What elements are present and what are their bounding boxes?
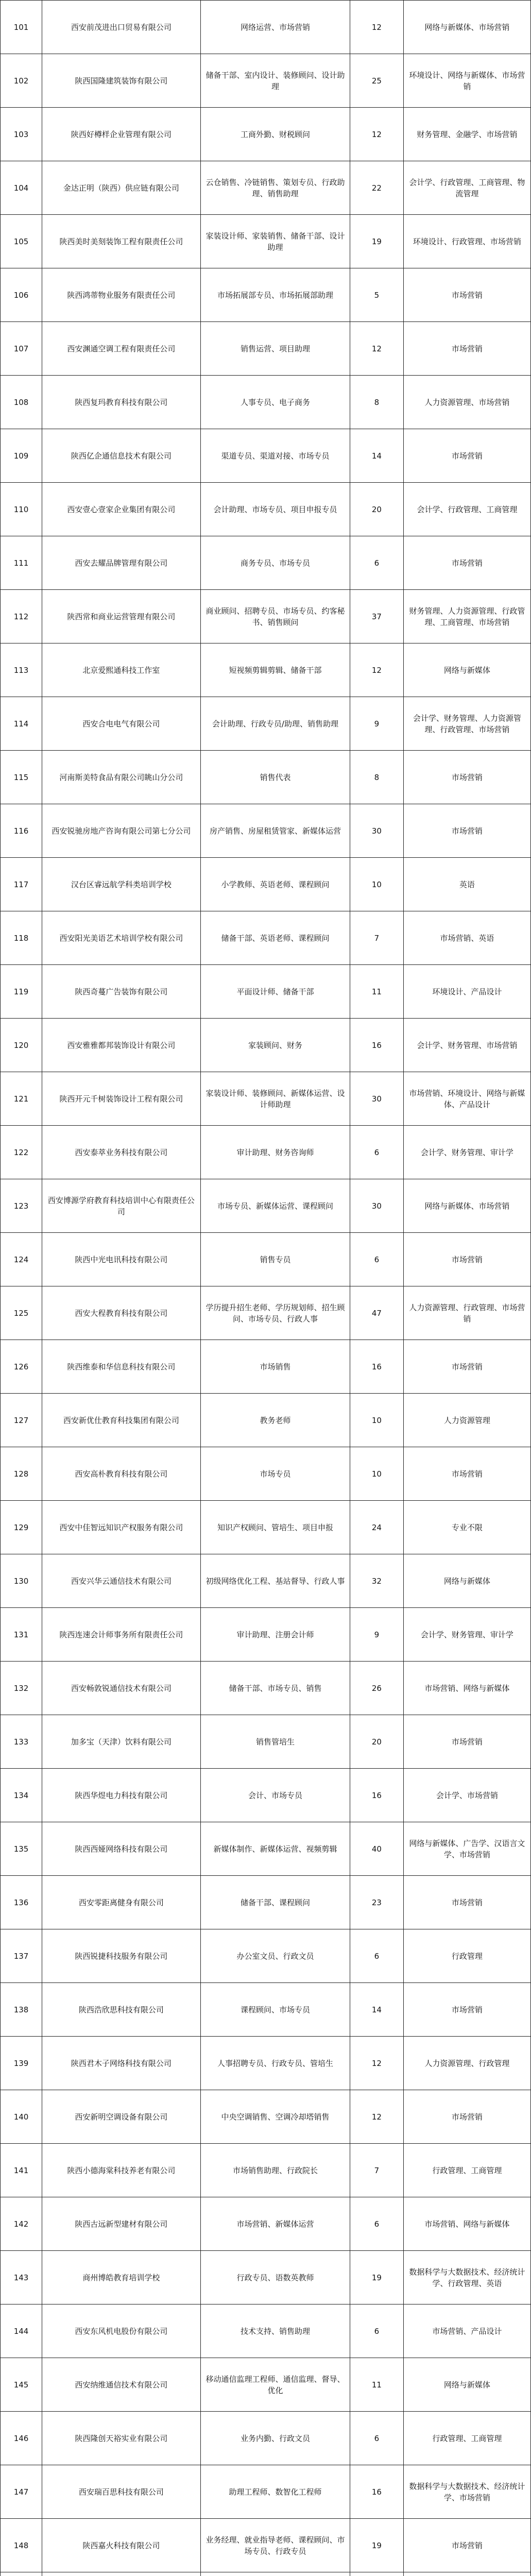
table-row bbox=[1, 1769, 531, 1822]
job-positions-cell: 家装顾问、财务 bbox=[200, 1019, 350, 1072]
required-majors-cell: 市场营销 bbox=[403, 268, 530, 322]
company-name-cell: 西安瑞百思科技有限公司 bbox=[42, 2465, 201, 2519]
row-number-cell: 117 bbox=[1, 858, 42, 911]
hiring-count-cell: 10 bbox=[350, 858, 404, 911]
required-majors-cell: 行政管理 bbox=[403, 1929, 530, 1983]
hiring-count-cell: 6 bbox=[350, 536, 404, 590]
company-name-cell: 陕西隆创天裕实业有限公司 bbox=[42, 2412, 201, 2465]
required-majors-cell: 网络与新媒体 bbox=[403, 643, 530, 697]
hiring-count-cell: 9 bbox=[350, 697, 404, 751]
job-positions-cell: 商业顾问、招聘专员、市场专员、约客秘书、销售顾问 bbox=[200, 590, 350, 643]
company-name-cell: 加多宝（天津）饮料有限公司 bbox=[42, 1715, 201, 1769]
hiring-count-cell: 16 bbox=[350, 1340, 404, 1394]
table-row bbox=[1, 1822, 531, 1876]
company-name-cell: 西安博源学府教育科技培训中心有限责任公司 bbox=[42, 1179, 201, 1233]
company-name-cell: 陕西常和商业运营管理有限公司 bbox=[42, 590, 201, 643]
hiring-count-cell: 10 bbox=[350, 1394, 404, 1447]
required-majors-cell: 会计学、市场营销 bbox=[403, 1769, 530, 1822]
row-number-cell: 104 bbox=[1, 161, 42, 215]
job-positions-cell: 办公室文员、行政文员 bbox=[200, 1929, 350, 1983]
job-positions-cell: 人事专员、电子商务 bbox=[200, 376, 350, 429]
hiring-count-cell: 11 bbox=[350, 965, 404, 1019]
table-row bbox=[1, 1715, 531, 1769]
required-majors-cell: 市场营销 bbox=[403, 2090, 530, 2144]
hiring-count-cell: 16 bbox=[350, 1769, 404, 1822]
job-positions-cell: 储备干部、课程顾问 bbox=[200, 1876, 350, 1929]
job-positions-cell: 助理工程师、数智化工程师 bbox=[200, 2465, 350, 2519]
job-positions-cell: 储备干部、室内设计、装修顾问、设计助理 bbox=[200, 54, 350, 108]
job-positions-cell: 会计助理、市场专员、项目申报专员 bbox=[200, 483, 350, 536]
hiring-count-cell: 16 bbox=[350, 2465, 404, 2519]
company-name-cell: 西安东风机电股份有限公司 bbox=[42, 2304, 201, 2358]
row-number-cell: 115 bbox=[1, 751, 42, 804]
job-positions-cell: 市场营销、新媒体运营 bbox=[200, 2197, 350, 2251]
job-positions-cell: 短视频剪辑剪辑、储备干部 bbox=[200, 643, 350, 697]
company-name-cell: 陕西美时美刻装饰工程有限责任公司 bbox=[42, 215, 201, 268]
hiring-count-cell: 20 bbox=[350, 483, 404, 536]
required-majors-cell: 人力资源管理 bbox=[403, 1394, 530, 1447]
company-name-cell: 西安零距离健身有限公司 bbox=[42, 1876, 201, 1929]
table-row bbox=[1, 1340, 531, 1394]
row-number-cell: 114 bbox=[1, 697, 42, 751]
job-positions-cell: 储备干部、市场专员、销售 bbox=[200, 1662, 350, 1715]
required-majors-cell: 会计学、行政管理、工商管理 bbox=[403, 483, 530, 536]
table-row bbox=[1, 1501, 531, 1554]
company-name-cell: 陕西华煜电力科技有限公司 bbox=[42, 1769, 201, 1822]
company-name-cell: 西安合电电气有限公司 bbox=[42, 697, 201, 751]
company-name-cell: 陕西维泰和华信息科技有限公司 bbox=[42, 1340, 201, 1394]
job-positions-cell: 初级网络优化工程、基站督导、行政人事 bbox=[200, 1554, 350, 1608]
row-number-cell: 112 bbox=[1, 590, 42, 643]
row-number-cell: 141 bbox=[1, 2144, 42, 2197]
table-row bbox=[1, 1233, 531, 1286]
table-body bbox=[1, 1, 531, 2576]
company-name-cell: 陕西古远新型建材有限公司 bbox=[42, 2197, 201, 2251]
row-number-cell: 129 bbox=[1, 1501, 42, 1554]
table-row bbox=[1, 2304, 531, 2358]
row-number-cell: 110 bbox=[1, 483, 42, 536]
required-majors-cell: 财务管理、金融学、市场营销 bbox=[403, 108, 530, 161]
table-row bbox=[1, 376, 531, 429]
company-name-cell: 汉台区睿远航学科类培训学校 bbox=[42, 858, 201, 911]
required-majors-cell: 数据科学与大数据技术、经济统计学、市场营销 bbox=[403, 2465, 530, 2519]
hiring-count-cell: 11 bbox=[350, 2358, 404, 2412]
row-number-cell: 113 bbox=[1, 643, 42, 697]
row-number-cell: 128 bbox=[1, 1447, 42, 1501]
table-row bbox=[1, 751, 531, 804]
hiring-count-cell: 19 bbox=[350, 2251, 404, 2304]
job-positions-cell: 网络运营、市场营销 bbox=[200, 1, 350, 54]
row-number-cell: 131 bbox=[1, 1608, 42, 1662]
row-number-cell: 118 bbox=[1, 911, 42, 965]
company-name-cell bbox=[42, 2572, 201, 2576]
row-number-cell: 111 bbox=[1, 536, 42, 590]
job-positions-cell: 学历提升招生老师、学历规划师、招生顾问、市场专员、行政人事 bbox=[200, 1286, 350, 1340]
hiring-count-cell: 6 bbox=[350, 2197, 404, 2251]
company-name-cell: 陕西西娅网络科技有限公司 bbox=[42, 1822, 201, 1876]
table-row bbox=[1, 2090, 531, 2144]
row-number-cell: 143 bbox=[1, 2251, 42, 2304]
hiring-count-cell: 14 bbox=[350, 1983, 404, 2037]
table-row bbox=[1, 965, 531, 1019]
company-name-cell: 北京爱熙通科技工作室 bbox=[42, 643, 201, 697]
required-majors-cell: 市场营销 bbox=[403, 1233, 530, 1286]
table-row bbox=[1, 2144, 531, 2197]
job-positions-cell: 课程顾问、市场专员 bbox=[200, 1983, 350, 2037]
row-number-cell: 138 bbox=[1, 1983, 42, 2037]
hiring-count-cell: 30 bbox=[350, 804, 404, 858]
row-number-cell: 137 bbox=[1, 1929, 42, 1983]
table-row bbox=[1, 590, 531, 643]
table-row bbox=[1, 2358, 531, 2412]
table-row bbox=[1, 54, 531, 108]
required-majors-cell: 财务管理、人力资源管理、行政管理、工商管理、市场营销 bbox=[403, 590, 530, 643]
job-positions-cell: 知识产权顾问、管培生、项目申报 bbox=[200, 1501, 350, 1554]
required-majors-cell: 人力资源管理、行政管理、市场营销 bbox=[403, 1286, 530, 1340]
required-majors-cell: 市场营销 bbox=[403, 1983, 530, 2037]
hiring-count-cell: 19 bbox=[350, 2519, 404, 2572]
required-majors-cell: 市场营销、网络与新媒体 bbox=[403, 2197, 530, 2251]
hiring-count-cell: 6 bbox=[350, 1233, 404, 1286]
job-positions-cell: 中央空调销售、空调冷却塔销售 bbox=[200, 2090, 350, 2144]
hiring-count-cell: 9 bbox=[350, 1608, 404, 1662]
company-name-cell: 西安泰萃业务科技有限公司 bbox=[42, 1126, 201, 1179]
company-name-cell: 陕西君木子网络科技有限公司 bbox=[42, 2037, 201, 2090]
row-number-cell: 120 bbox=[1, 1019, 42, 1072]
company-name-cell: 河南斯美特食品有限公司眺山分公司 bbox=[42, 751, 201, 804]
required-majors-cell: 英语 bbox=[403, 858, 530, 911]
required-majors-cell: 会计学、财务管理、审计学 bbox=[403, 1126, 530, 1179]
row-number-cell: 132 bbox=[1, 1662, 42, 1715]
company-name-cell: 西安大程教育科技有限公司 bbox=[42, 1286, 201, 1340]
table-row bbox=[1, 161, 531, 215]
hiring-count-cell: 6 bbox=[350, 2304, 404, 2358]
row-number-cell: 103 bbox=[1, 108, 42, 161]
company-name-cell: 西安前茂进出口贸易有限公司 bbox=[42, 1, 201, 54]
required-majors-cell: 网络与新媒体、广告学、汉语言文学、市场营销 bbox=[403, 1822, 530, 1876]
row-number-cell: 119 bbox=[1, 965, 42, 1019]
required-majors-cell bbox=[403, 2572, 530, 2576]
required-majors-cell: 会计学、财务管理、审计学 bbox=[403, 1608, 530, 1662]
company-name-cell: 西安去耀品牌管理有限公司 bbox=[42, 536, 201, 590]
table-row bbox=[1, 2251, 531, 2304]
required-majors-cell: 市场营销、网络与新媒体 bbox=[403, 1662, 530, 1715]
company-name-cell: 西安畅敦锐通信技术有限公司 bbox=[42, 1662, 201, 1715]
job-positions-cell: 会计助理、行政专员/助理、销售助理 bbox=[200, 697, 350, 751]
company-name-cell: 陕西中光电讯科技有限公司 bbox=[42, 1233, 201, 1286]
required-majors-cell: 市场营销 bbox=[403, 429, 530, 483]
job-positions-cell: 商务专员、市场专员 bbox=[200, 536, 350, 590]
required-majors-cell: 网络与新媒体、市场营销 bbox=[403, 1, 530, 54]
company-name-cell: 西安新优仕教育科技集团有限公司 bbox=[42, 1394, 201, 1447]
required-majors-cell: 数据科学与大数据技术、经济统计学、行政管理、英语 bbox=[403, 2251, 530, 2304]
required-majors-cell: 人力资源管理、行政管理 bbox=[403, 2037, 530, 2090]
hiring-count-cell: 5 bbox=[350, 268, 404, 322]
company-name-cell: 陕西浩欣思科技有限公司 bbox=[42, 1983, 201, 2037]
table-row bbox=[1, 1179, 531, 1233]
job-positions-cell: 人事招聘专员、行政专员、管培生 bbox=[200, 2037, 350, 2090]
table-row bbox=[1, 1554, 531, 1608]
job-positions-cell: 市场销售助理、行政院长 bbox=[200, 2144, 350, 2197]
job-positions-cell: 平面设计师、储备干部 bbox=[200, 965, 350, 1019]
company-name-cell: 陕西嘉火科技有限公司 bbox=[42, 2519, 201, 2572]
table-row bbox=[1, 1072, 531, 1126]
table-row bbox=[1, 268, 531, 322]
job-positions-cell: 业务经理、就业指导老师、课程顾问、市场专员、行政专员 bbox=[200, 2519, 350, 2572]
required-majors-cell: 环境设计、行政管理、市场营销 bbox=[403, 215, 530, 268]
job-positions-cell: 渠道专员、渠道对接、市场专员 bbox=[200, 429, 350, 483]
job-positions-cell: 家装设计师、家装销售、储备干部、设计助理 bbox=[200, 215, 350, 268]
hiring-count-cell: 6 bbox=[350, 1126, 404, 1179]
job-positions-cell: 储备干部、英语老师、课程顾问 bbox=[200, 911, 350, 965]
company-name-cell: 陕西国隆建筑装饰有限公司 bbox=[42, 54, 201, 108]
row-number-cell: 106 bbox=[1, 268, 42, 322]
job-positions-cell: 市场销售 bbox=[200, 1340, 350, 1394]
job-positions-cell: 审计助理、注册会计师 bbox=[200, 1608, 350, 1662]
required-majors-cell: 会计学、行政管理、工商管理、物流管理 bbox=[403, 161, 530, 215]
hiring-count-cell: 24 bbox=[350, 1501, 404, 1554]
table-row bbox=[1, 2519, 531, 2572]
job-positions-cell: 市场专员、新媒体运营、课程顾问 bbox=[200, 1179, 350, 1233]
required-majors-cell: 网络与新媒体 bbox=[403, 1554, 530, 1608]
required-majors-cell: 行政管理、工商管理 bbox=[403, 2144, 530, 2197]
job-positions-cell: 云仓销售、冷链销售、策划专员、行政助理、销售助理 bbox=[200, 161, 350, 215]
table-row bbox=[1, 1019, 531, 1072]
company-name-cell: 西安纳维通信技术有限公司 bbox=[42, 2358, 201, 2412]
hiring-count-cell: 10 bbox=[350, 1447, 404, 1501]
table-row bbox=[1, 804, 531, 858]
row-number-cell: 127 bbox=[1, 1394, 42, 1447]
row-number-cell: 123 bbox=[1, 1179, 42, 1233]
company-name-cell: 西安雅雅都邦装饰设计有限公司 bbox=[42, 1019, 201, 1072]
table-row bbox=[1, 1126, 531, 1179]
row-number-cell: 146 bbox=[1, 2412, 42, 2465]
row-number-cell: 124 bbox=[1, 1233, 42, 1286]
required-majors-cell: 市场营销、英语 bbox=[403, 911, 530, 965]
hiring-count-cell: 6 bbox=[350, 1929, 404, 1983]
table-row bbox=[1, 483, 531, 536]
job-positions-cell: 房产销售、房屋租赁管家、新媒体运营 bbox=[200, 804, 350, 858]
table-row bbox=[1, 1929, 531, 1983]
table-row bbox=[1, 1, 531, 54]
hiring-count-cell: 26 bbox=[350, 1662, 404, 1715]
company-name-cell: 西安渊通空调工程有限责任公司 bbox=[42, 322, 201, 376]
row-number-cell: 116 bbox=[1, 804, 42, 858]
hiring-count-cell bbox=[350, 2572, 404, 2576]
company-name-cell: 西安中佳智远知识产权服务有限公司 bbox=[42, 1501, 201, 1554]
row-number-cell: 105 bbox=[1, 215, 42, 268]
hiring-count-cell: 30 bbox=[350, 1179, 404, 1233]
table-row bbox=[1, 697, 531, 751]
required-majors-cell: 网络与新媒体、市场营销 bbox=[403, 1179, 530, 1233]
row-number-cell: 125 bbox=[1, 1286, 42, 1340]
hiring-count-cell: 12 bbox=[350, 2090, 404, 2144]
job-positions-cell: 审计助理、财务咨询师 bbox=[200, 1126, 350, 1179]
hiring-count-cell: 16 bbox=[350, 1019, 404, 1072]
table-row bbox=[1, 2412, 531, 2465]
row-number-cell: 108 bbox=[1, 376, 42, 429]
table-row bbox=[1, 2572, 531, 2576]
required-majors-cell: 市场营销 bbox=[403, 536, 530, 590]
hiring-count-cell: 8 bbox=[350, 376, 404, 429]
required-majors-cell: 市场营销 bbox=[403, 1447, 530, 1501]
job-positions-cell: 教务老师 bbox=[200, 1394, 350, 1447]
job-positions-cell: 销售运营、项目助理 bbox=[200, 322, 350, 376]
row-number-cell: 102 bbox=[1, 54, 42, 108]
row-number-cell: 107 bbox=[1, 322, 42, 376]
company-name-cell: 西安新明空调设备有限公司 bbox=[42, 2090, 201, 2144]
hiring-count-cell: 12 bbox=[350, 2037, 404, 2090]
hiring-count-cell: 19 bbox=[350, 215, 404, 268]
table-row bbox=[1, 536, 531, 590]
required-majors-cell: 市场营销 bbox=[403, 1876, 530, 1929]
company-name-cell: 陕西奇蔓广告装饰有限公司 bbox=[42, 965, 201, 1019]
hiring-count-cell: 7 bbox=[350, 911, 404, 965]
company-name-cell: 陕西鸿蒂物业服务有限责任公司 bbox=[42, 268, 201, 322]
row-number-cell: 130 bbox=[1, 1554, 42, 1608]
job-positions-cell: 小学教师、英语老师、课程顾问 bbox=[200, 858, 350, 911]
job-positions-cell: 会计、市场专员 bbox=[200, 1769, 350, 1822]
table-row bbox=[1, 1394, 531, 1447]
hiring-count-cell: 14 bbox=[350, 429, 404, 483]
table-row bbox=[1, 1447, 531, 1501]
row-number-cell bbox=[1, 2572, 42, 2576]
required-majors-cell: 人力资源管理、市场营销 bbox=[403, 376, 530, 429]
job-positions-cell: 移动通信监理工程师、通信监理、督导、优化 bbox=[200, 2358, 350, 2412]
required-majors-cell: 网络与新媒体 bbox=[403, 2358, 530, 2412]
row-number-cell: 121 bbox=[1, 1072, 42, 1126]
required-majors-cell: 市场营销 bbox=[403, 751, 530, 804]
company-name-cell: 陕西开元千树装饰设计工程有限公司 bbox=[42, 1072, 201, 1126]
table-row bbox=[1, 2465, 531, 2519]
hiring-count-cell: 12 bbox=[350, 108, 404, 161]
company-name-cell: 商州博皓教育培训学校 bbox=[42, 2251, 201, 2304]
hiring-count-cell: 23 bbox=[350, 1876, 404, 1929]
required-majors-cell: 专业不限 bbox=[403, 1501, 530, 1554]
required-majors-cell: 市场营销、产品设计 bbox=[403, 2304, 530, 2358]
job-positions-cell: 行政专员、语数英教师 bbox=[200, 2251, 350, 2304]
hiring-count-cell: 22 bbox=[350, 161, 404, 215]
company-name-cell: 西安壹心壹家企业集团有限公司 bbox=[42, 483, 201, 536]
hiring-count-cell: 40 bbox=[350, 1822, 404, 1876]
row-number-cell: 136 bbox=[1, 1876, 42, 1929]
company-name-cell: 西安兴华云通信技术有限公司 bbox=[42, 1554, 201, 1608]
row-number-cell: 109 bbox=[1, 429, 42, 483]
company-name-cell: 陕西连速会计师事务所有限责任公司 bbox=[42, 1608, 201, 1662]
job-positions-cell: 技术支持、销售助理 bbox=[200, 2304, 350, 2358]
row-number-cell: 135 bbox=[1, 1822, 42, 1876]
hiring-count-cell: 20 bbox=[350, 1715, 404, 1769]
hiring-count-cell: 30 bbox=[350, 1072, 404, 1126]
row-number-cell: 148 bbox=[1, 2519, 42, 2572]
row-number-cell: 145 bbox=[1, 2358, 42, 2412]
hiring-count-cell: 6 bbox=[350, 2412, 404, 2465]
company-name-cell: 西安阳光美语艺术培训学校有限公司 bbox=[42, 911, 201, 965]
required-majors-cell: 市场营销、环境设计、网络与新媒体、产品设计 bbox=[403, 1072, 530, 1126]
table-row bbox=[1, 322, 531, 376]
job-positions-cell bbox=[200, 2572, 350, 2576]
company-name-cell: 陕西锐捷科技服务有限公司 bbox=[42, 1929, 201, 1983]
hiring-count-cell: 12 bbox=[350, 643, 404, 697]
table-row bbox=[1, 1662, 531, 1715]
table-row bbox=[1, 911, 531, 965]
row-number-cell: 139 bbox=[1, 2037, 42, 2090]
job-positions-cell: 销售代表 bbox=[200, 751, 350, 804]
hiring-count-cell: 12 bbox=[350, 1, 404, 54]
required-majors-cell: 会计学、财务管理、市场营销 bbox=[403, 1019, 530, 1072]
table-row bbox=[1, 2037, 531, 2090]
required-majors-cell: 市场营销 bbox=[403, 2519, 530, 2572]
job-positions-cell: 新媒体制作、新媒体运营、视频剪辑 bbox=[200, 1822, 350, 1876]
hiring-count-cell: 12 bbox=[350, 322, 404, 376]
row-number-cell: 122 bbox=[1, 1126, 42, 1179]
table-row bbox=[1, 858, 531, 911]
job-positions-cell: 销售专员 bbox=[200, 1233, 350, 1286]
row-number-cell: 142 bbox=[1, 2197, 42, 2251]
required-majors-cell: 市场营销 bbox=[403, 322, 530, 376]
required-majors-cell: 会计学、财务管理、人力资源管理、行政管理、市场营销 bbox=[403, 697, 530, 751]
company-name-cell: 陕西复玛教育科技有限公司 bbox=[42, 376, 201, 429]
hiring-count-cell: 47 bbox=[350, 1286, 404, 1340]
row-number-cell: 133 bbox=[1, 1715, 42, 1769]
required-majors-cell: 市场营销 bbox=[403, 804, 530, 858]
company-name-cell: 陕西亿企通信息技术有限公司 bbox=[42, 429, 201, 483]
table-row bbox=[1, 1286, 531, 1340]
job-positions-cell: 工商外勤、财税顾问 bbox=[200, 108, 350, 161]
company-name-cell: 西安高朴教育科技有限公司 bbox=[42, 1447, 201, 1501]
required-majors-cell: 市场营销 bbox=[403, 1715, 530, 1769]
row-number-cell: 126 bbox=[1, 1340, 42, 1394]
row-number-cell: 140 bbox=[1, 2090, 42, 2144]
table-row bbox=[1, 1983, 531, 2037]
required-majors-cell: 行政管理、工商管理 bbox=[403, 2412, 530, 2465]
company-name-cell: 陕西好樽样企业管理有限公司 bbox=[42, 108, 201, 161]
company-name-cell: 陕西小德海棠科技养老有限公司 bbox=[42, 2144, 201, 2197]
job-positions-cell: 市场专员 bbox=[200, 1447, 350, 1501]
table-row bbox=[1, 429, 531, 483]
table-row bbox=[1, 215, 531, 268]
row-number-cell: 144 bbox=[1, 2304, 42, 2358]
company-name-cell: 西安锐驰房地产咨询有限公司第七分公司 bbox=[42, 804, 201, 858]
table-row bbox=[1, 1876, 531, 1929]
job-positions-cell: 家装设计师、装修顾问、新媒体运营、设计师助理 bbox=[200, 1072, 350, 1126]
hiring-count-cell: 32 bbox=[350, 1554, 404, 1608]
hiring-count-cell: 7 bbox=[350, 2144, 404, 2197]
row-number-cell: 147 bbox=[1, 2465, 42, 2519]
required-majors-cell: 市场营销 bbox=[403, 1340, 530, 1394]
required-majors-cell: 环境设计、网络与新媒体、市场营销 bbox=[403, 54, 530, 108]
hiring-count-cell: 25 bbox=[350, 54, 404, 108]
hiring-count-cell: 37 bbox=[350, 590, 404, 643]
table-row bbox=[1, 2197, 531, 2251]
job-positions-cell: 业务内勤、行政文员 bbox=[200, 2412, 350, 2465]
table-row bbox=[1, 108, 531, 161]
row-number-cell: 101 bbox=[1, 1, 42, 54]
table-row bbox=[1, 1608, 531, 1662]
job-positions-cell: 销售管培生 bbox=[200, 1715, 350, 1769]
table-row bbox=[1, 643, 531, 697]
job-positions-cell: 市场拓展部专员、市场拓展部助理 bbox=[200, 268, 350, 322]
hiring-count-cell: 8 bbox=[350, 751, 404, 804]
required-majors-cell: 环境设计、产品设计 bbox=[403, 965, 530, 1019]
company-name-cell: 金达正明（陕西）供应链有限公司 bbox=[42, 161, 201, 215]
row-number-cell: 134 bbox=[1, 1769, 42, 1822]
